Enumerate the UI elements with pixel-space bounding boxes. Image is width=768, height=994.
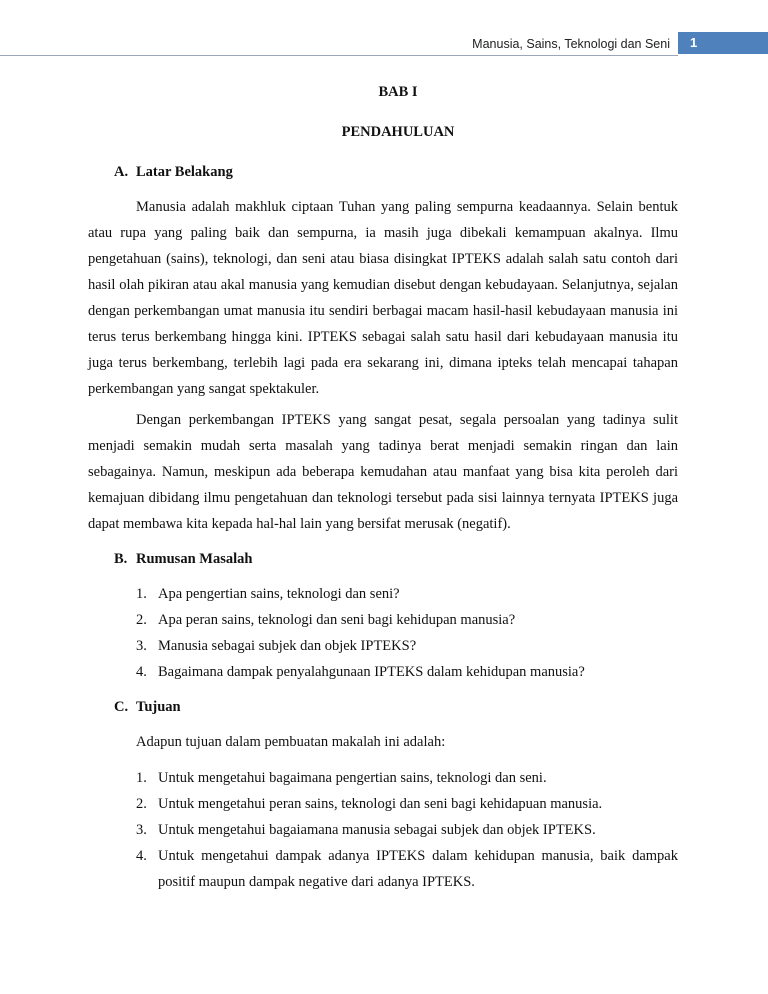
section-title: Tujuan — [136, 699, 181, 715]
section-heading-latar-belakang — [88, 160, 678, 184]
list-item — [136, 791, 678, 817]
paragraph: Manusia adalah makhluk ciptaan Tuhan yang paling sempurna keadaannya. Selain bentuk atau rupa yang paling baik dan sempurna, ia masih juga dibekali kemampuan akalnya. Ilmu pengetahuan (sains), teknologi, dan seni atau biasa disingkat IPTEKS adalah salah satu contoh dari hasil olah pikiran atau akal manusia yang kemudian disebut dengan kebudayaan. Selanjutnya, sejalan dengan perkembangan umat manusia itu sendiri berbagai macam hasil-hasil kebudayaan manusia ini terus terus berkembang hingga kini. IPTEKS sebagai salah satu hasil dari kebudayaan manusia itu juga terus berkembang, terlebih lagi pada era sekarang ini, dimana ipteks telah mencapai tahapan perkembangan yang sangat spektakuler. — [88, 199, 678, 397]
list-number: 2. — [136, 612, 147, 628]
list-number: 2. — [136, 796, 147, 812]
list-number: 4. — [136, 848, 147, 864]
document-body — [88, 80, 678, 895]
list-number: 1. — [136, 586, 147, 602]
section-heading-tujuan — [88, 695, 678, 719]
section-letter: B. — [114, 551, 128, 567]
paragraph: Dengan perkembangan IPTEKS yang sangat pesat, segala persoalan yang tadinya sulit menjadi semakin mudah serta masalah yang tadinya berat menjadi semakin ringan dan lain sebagainya. Namun, meskipun ada beberapa kemudahan atau manfaat yang bisa kita peroleh dari kemajuan dibidang ilmu pengetahuan dan teknologi tersebut pada sisi lainnya ternyata IPTEKS juga dapat membawa kita kepada hal-hal lain yang bersifat merusak (negatif). — [88, 412, 678, 532]
section-letter: C. — [114, 699, 129, 715]
chapter-label: BAB I — [378, 84, 418, 100]
list-text: Manusia sebagai subjek dan objek IPTEKS? — [158, 638, 417, 654]
list-text: Untuk mengetahui bagaiamana manusia sebagai subjek dan objek IPTEKS. — [158, 822, 596, 838]
list-item — [136, 817, 678, 843]
list-item — [136, 843, 678, 895]
list-text: Untuk mengetahui bagaimana pengertian sains, teknologi dan seni. — [158, 770, 547, 786]
section-title: Latar Belakang — [136, 164, 233, 180]
list-number: 1. — [136, 770, 147, 786]
list-item — [136, 659, 678, 685]
list-text: Bagaimana dampak penyalahgunaan IPTEKS dalam kehidupan manusia? — [158, 664, 585, 680]
page-header — [0, 32, 768, 56]
list-text: Untuk mengetahui peran sains, teknologi dan seni bagi kehidapuan manusia. — [158, 796, 603, 812]
list-text: Apa pengertian sains, teknologi dan seni? — [158, 586, 400, 602]
list-item — [136, 581, 678, 607]
list-item — [136, 765, 678, 791]
list-text: Untuk mengetahui dampak adanya IPTEKS dalam kehidupan manusia, baik dampak positif maupun dampak negative dari adanya IPTEKS. — [158, 848, 678, 890]
list-number: 3. — [136, 638, 147, 654]
list-number: 4. — [136, 664, 147, 680]
objective-list — [88, 765, 678, 895]
section-letter: A. — [114, 164, 129, 180]
chapter-title: PENDAHULUAN — [341, 124, 455, 140]
page-number-badge: 1 — [678, 32, 768, 54]
list-item — [136, 607, 678, 633]
list-text: Apa peran sains, teknologi dan seni bagi kehidupan manusia? — [158, 612, 516, 628]
header-title: Manusia, Sains, Teknologi dan Seni — [472, 37, 670, 51]
section-intro: Adapun tujuan dalam pembuatan makalah ini adalah: — [136, 734, 446, 750]
header-divider — [0, 55, 678, 56]
section-title: Rumusan Masalah — [136, 551, 253, 567]
list-item — [136, 633, 678, 659]
problem-list — [88, 581, 678, 685]
section-heading-rumusan-masalah — [88, 547, 678, 571]
list-number: 3. — [136, 822, 147, 838]
